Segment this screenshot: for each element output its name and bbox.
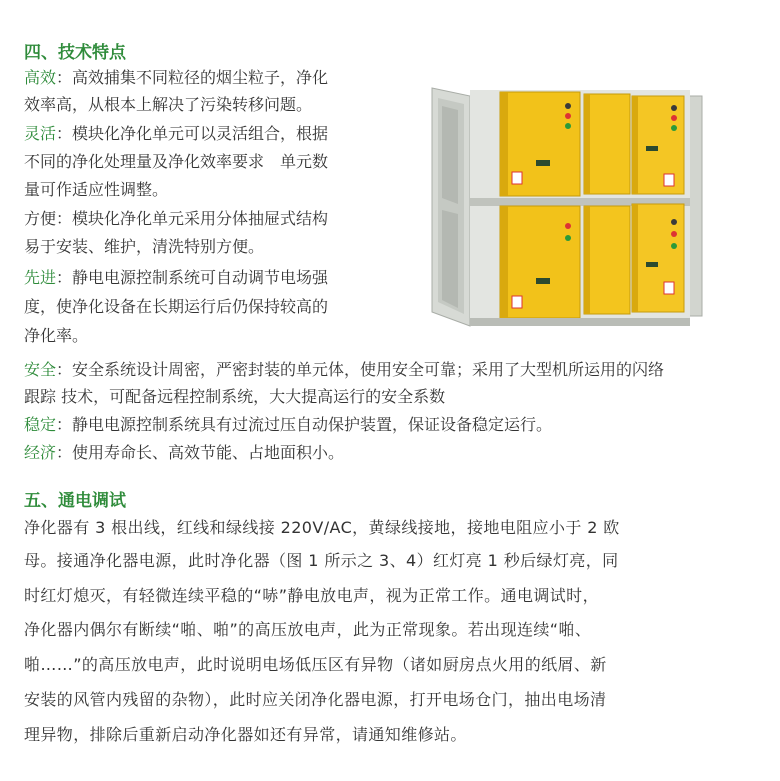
paragraph-line: 时红灯熄灭，有轻微连续平稳的“哧”静电放电声，视为正常工作。通电调试时， — [24, 586, 599, 605]
feature-text: ：安全系统设计周密，严密封装的单元体，使用安全可靠；采用了大型机所运用的闪络 — [56, 360, 665, 379]
feature-text: ：使用寿命长、高效节能、占地面积小。 — [56, 443, 345, 462]
feature-line — [24, 442, 344, 464]
feature-line — [24, 67, 328, 89]
feature-line — [24, 94, 312, 116]
feature-text: ：静电电源控制系统具有过流过压自动保护装置，保证设备稳定运行。 — [56, 415, 553, 434]
section-title-power-test: 五、通电调试 — [24, 491, 126, 511]
feature-line — [24, 325, 88, 347]
feature-keyword: 灵活 — [24, 124, 57, 143]
feature-line — [24, 151, 328, 173]
feature-text: 不同的净化处理量及净化效率要求 单元数 — [24, 152, 329, 171]
feature-line — [24, 414, 552, 436]
paragraph-line: 母。接通净化器电源，此时净化器（图 1 所示之 3、4）红灯亮 1 秒后绿灯亮，同 — [24, 551, 619, 570]
feature-line — [24, 386, 445, 408]
feature-line — [24, 179, 168, 201]
paragraph-line: 安装的风管内残留的杂物），此时应关闭净化器电源，打开电场仓门，抽出电场清 — [24, 690, 607, 709]
feature-keyword: 安全 — [24, 360, 57, 379]
paragraph-line: 净化器有 3 根出线，红线和绿线接 220V/AC，黄绿线接地，接地电阻应小于 2 欧 — [24, 518, 620, 537]
feature-line — [24, 123, 328, 145]
purifier-unit-image — [428, 86, 706, 330]
feature-text: 净化率。 — [24, 326, 89, 345]
feature-keyword: 稳定 — [24, 415, 57, 434]
feature-text: 跟踪 技术，可配备远程控制系统，大大提高运行的安全系数 — [24, 387, 446, 406]
feature-keyword: 先进 — [24, 268, 57, 287]
paragraph-line: 啪……”的高压放电声，此时说明电场低压区有异物（诸如厨房点火用的纸屑、新 — [24, 655, 607, 674]
feature-line — [24, 236, 264, 258]
feature-text: 易于安装、维护，清洗特别方便。 — [24, 237, 265, 256]
purifier-unit-illustration — [428, 86, 706, 330]
feature-line — [24, 267, 328, 289]
feature-text: 量可作适应性调整。 — [24, 180, 169, 199]
feature-line — [24, 359, 664, 381]
feature-text: 度，使净化设备在长期运行后仍保持较高的 — [24, 297, 329, 316]
feature-keyword: 高效 — [24, 68, 57, 87]
feature-text: ：高效捕集不同粒径的烟尘粒子，净化 — [56, 68, 329, 87]
paragraph-line: 净化器内偶尔有断续“啪、啪”的高压放电声，此为正常现象。若出现连续“啪、 — [24, 620, 592, 639]
section-title-features: 四、技术特点 — [24, 43, 126, 63]
feature-keyword: 经济 — [24, 443, 57, 462]
feature-text: 效率高，从根本上解决了污染转移问题。 — [24, 95, 313, 114]
feature-line — [24, 296, 328, 318]
feature-line — [24, 208, 328, 230]
feature-keyword: 方便 — [24, 209, 57, 228]
paragraph-line: 理异物，排除后重新启动净化器如还有异常，请通知维修站。 — [24, 725, 467, 744]
feature-text: ：模块化净化单元可以灵活组合，根据 — [56, 124, 329, 143]
feature-text: ：静电电源控制系统可自动调节电场强 — [56, 268, 329, 287]
feature-text: ：模块化净化单元采用分体抽屉式结构 — [56, 209, 329, 228]
